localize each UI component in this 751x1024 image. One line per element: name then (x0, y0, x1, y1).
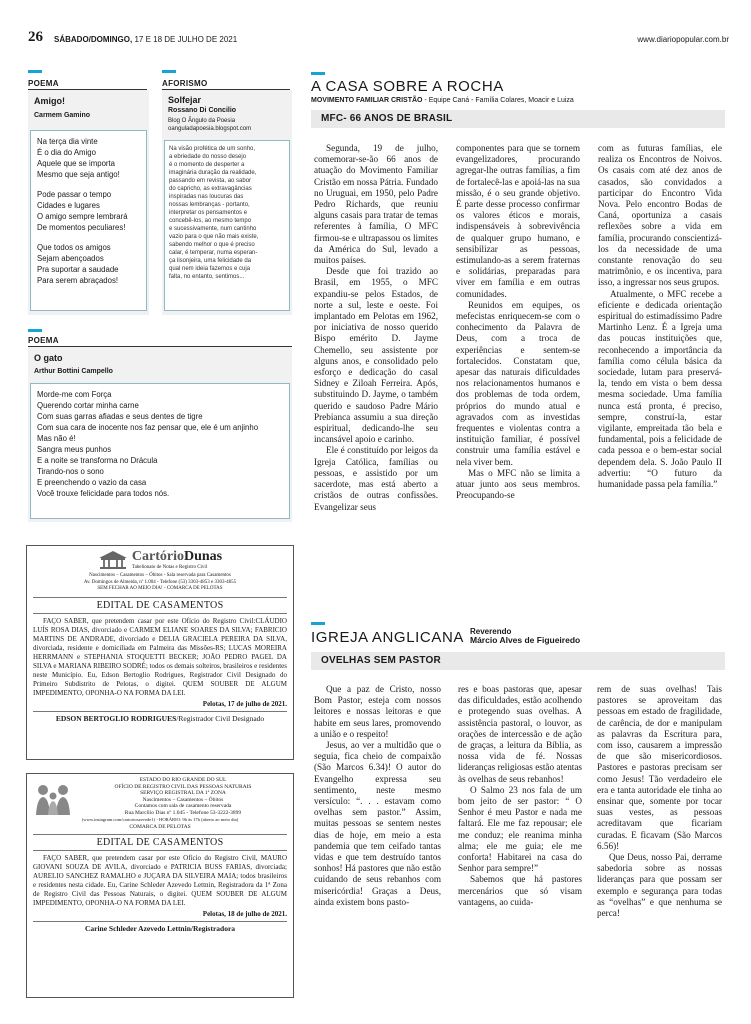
article1-col2 (456, 143, 580, 502)
page-date-rest: 17 E 18 DE JULHO DE 2021 (134, 35, 238, 44)
article1-banner-text: MFC- 66 ANOS DE BRASIL (321, 113, 453, 124)
paragraph: Ele é constituído por leigos da Igreja Católica, famílias ou pessoas, e assistido por um sacerdote, mas está aberto a cristãos de outras confissões. Evangelizar seus (314, 445, 438, 512)
building-icon (98, 550, 128, 570)
edital2-body: FAÇO SABER, que pretendem casar por este Ofício do Registro Civil, MAURO GIOVANI SOUZA DE AVILA, divorciado e PATRICIA BUSS FARIAS, divorciada; AURELIO SANCHEZ RAMALHO e JUÇARA DA SILVEIRA MAIA; todos brasileiros e residentes nesta cidade. Eu, Carine Schleder Azevedo Lettnin, Registradora da 1ª Zona de Registro Civil das Pessoas Naturais, o digitei. QUEM SOUBER DE ALGUM IMPEDIMENTO, OPONHA-O NA FORMA DA LEI. (33, 854, 287, 908)
verse-line: Com sua cara de inocente nos faz pensar que, ele é um anjinho (37, 423, 259, 432)
org-hours: (www.instagram.com/cartorioszevede1) - HORÁRIO: 9h às 17h (aberto ao meio dia) (81, 817, 239, 822)
org-zone: SERVIÇO REGISTRAL DA 1ª ZONA (140, 790, 226, 797)
paragraph: O Salmo 23 nos fala de um bom jeito de ser pastor: “ O Senhor é meu Pastor e nada me faltará. Ele me faz repousar; ele me conduz; ele reanima minha alma; ele me guia; ele me conforta! Habitarei na casa do Senhor para sempre!” (458, 784, 582, 874)
aforismo-blog-url[interactable]: oanguladapoesia.blogspot.com (168, 126, 252, 132)
article2-col2 (458, 684, 582, 908)
paragraph: Jesus, ao ver a multidão que o seguia, fica cheio de compaixão (São Marcos 6.34)! O autor do Evangelho expressa seu sentimento, neste mesmo versículo: “. . . estavam como ovelhas sem pastor.” Assim, muitas pessoas se sentem nestes dias de hoje, em meio a esta pandemia que tem ceifado tantas vidas e que tem destruído tantos sonhos! Há pastores que não estão cuidando de seus rebanhos com misericórdia! Graças a Deus, ainda existem bons pasto- (314, 740, 441, 907)
aforismo-line: é o momento de desperter a (169, 162, 245, 168)
article2-banner-text: OVELHAS SEM PASTOR (321, 655, 441, 666)
paragraph: Reunidos em equipes, os mefecistas enriquecem-se com o conhecimento da Palavra de Deus, com a troca de experiências e sentem-se fortalecidos. Constatam que, apesar das naturais dificuldades nos relacionamentos humanos e dos problemas de toda ordem, próprios do mundo atual e agravados com as investidas frequentes e violentas contra a instituição familiar, é possível construir uma família estável e nela viver bem. (456, 299, 580, 467)
verse-line: Tirando-nos o sono (37, 467, 104, 476)
author-name: Márcio Alves de Figueiredo (470, 635, 581, 645)
cartorio-tagline: Tabelionato de Notas e Registro Civil (131, 565, 208, 570)
section-accent (28, 70, 42, 73)
poem2-title: O gato (34, 353, 63, 363)
org-state: ESTADO DO RIO GRANDE DO SUL (139, 777, 227, 783)
cartorio-hours: SEM FECHAR AO MEIO DIA! - COMARCA DE PELOTAS (97, 586, 223, 591)
brand-part-a: Cartório (131, 549, 184, 564)
verse-line: Pra suportar a saudade (37, 265, 119, 274)
article1-team: - Equipe Caná - Família Colares, Moacir e Luiza (422, 97, 574, 104)
signer-role: /Registrador Civil Designado (176, 713, 265, 723)
paragraph: rem de suas ovelhas! Tais pastores se aproveitam das pessoas em estado de fragilidade, de carência, de dor e manipulam as palavras da Escritura para, com isso, causarem a impressão de que são misericordiosos. Pastores e pastoras precisam ser como Jesus! Tão verdadeiro ele era e tanta autoridade ele tinha ao ensinar que, somente por tocar suas vestes, as pessoas acreditavam que ficariam curadas. E ficavam (São Marcos 6.56)! (597, 684, 722, 851)
poem2-verses (30, 383, 290, 519)
cartorio-address: Av. Domingos de Almeida, nº 1.004 - Telefone (53) 3303-4853 e 3303-4855 (83, 579, 237, 585)
aforismo-line: ça lisonjeira, uma felicidade da (169, 258, 252, 264)
aforismo-blog-label: Blog O Ângulo da Poesia (168, 118, 236, 124)
aforismo-line: concebê-los, ao mesmo tempo (169, 218, 252, 224)
poem1-verses (30, 130, 147, 311)
aforismo-line: do capricho, as extravagâncias (169, 186, 252, 192)
verse-line: É o dia do Amigo (37, 148, 96, 157)
org-address: Rua Marcílio Dias nº 1.045 - Telefone 53-3222-3899 (124, 809, 242, 816)
verse-line: Com suas garras afiadas e seus dentes de tigre (37, 412, 203, 421)
aforismo-line: e sucessivamente, num cantinho (169, 226, 257, 232)
page-number: 26 (28, 29, 43, 45)
poem1-box (28, 90, 149, 315)
cartorio-services: Nascimentos – Casamentos – Óbitos - Sala reservada para Casamentos (89, 573, 231, 578)
aforismo-line: imaginária duração da realidade, (169, 170, 257, 176)
edital1-heading: EDITAL DE CASAMENTOS (33, 597, 287, 614)
paragraph: Atualmente, o MFC recebe a eficiente e dedicada orientação espiritual do estimadíssimo Padre Martinho Lenz. É a Igreja uma das poucas instituições que, reconhecendo a importância da família como célula básica da sociedade, lutam para preservá-la, tendo em vista o bem dessa mesma sociedade. Uma família nunca está pronta, é preciso, sempre, construí-la, estar vigilante, empreitada tão bela e fundamental, pois a felicidade de cada pessoa e o bem-estar social dependem dela. S. João Paulo II advertiu: “O futuro da humanidade passa pela família.” (598, 288, 722, 490)
edital2-heading: EDITAL DE CASAMENTOS (33, 834, 287, 851)
verse-line: Que todos os amigos (37, 243, 111, 252)
cartorio-brand (132, 549, 222, 565)
verse-line: Para serem abraçados! (37, 276, 119, 285)
paragraph: Que a paz de Cristo, nosso Bom Pastor, esteja com nossos leitores e nossas leitoras e que habite em seus lares, promovendo a união e o respeito! (314, 684, 441, 739)
verse-line: Querendo cortar minha carne (37, 401, 139, 410)
paragraph: res e boas pastoras que, apesar das dificuldades, estão acolhendo e protegendo suas ovelhas. A assistência pastoral, o louvor, as orações de intercessão e de ação de graças, a leitura da Bíblia, as nossa vida de fé. Nossas lideranças religiosas estão atentas às ovelhas de seus rebanhos! (458, 684, 582, 784)
verse-line: O amigo sempre lembrará (37, 212, 128, 221)
aforismo-line: falta, no entanto, sentimos... (169, 274, 245, 280)
edital1-body: FAÇO SABER, que pretendem casar por este Ofício do Registro Civil:CLÁUDIO LUÍS ROSA DIAS, divorciado e CARMEM ELIANE SOARES DA SILVA; FABRICIO MARTINS DE ANDRADE, divorciado e DELIA GRACIELA PEREIRA DA SILVA, divorciada, residente e domiciliada em Palmeira das Missões-RS; LUCAS MOREIRA HERRMANN e STEPHANIA STOQUETTI BECKER; JOÃO PEDRO PAGEL DA SILVA e MARIANA RIBEIRO SODRÉ; todos os demais solteiros, brasileiros e residentes neste Município. Eu, Edson Bertoglio Rodrigues, Registrador Civil Designado do Primeiro Subdistrito de Pelotas, o digitei. QUEM SOUBER DE ALGUM IMPEDIMENTO, OPONHA-O NA FORMA DA LEI. (33, 616, 287, 697)
paragraph: Segunda, 19 de julho, comemorar-se-ão 66 anos de atuação do Movimento Familiar Cristão em nossa Pátria. Fundado no Uruguai, em 1950, pelo Padre Pedro Richards, que reuniu alguns casais para tratar de temas referentes à família, O MFC firmou-se e ultrapassou os limites da América do Sul, levado a muitos países. (314, 143, 439, 266)
aforismo-line: inspiradas nas loucuras das (169, 194, 244, 200)
org-services: Nascimentos – Casamentos – Óbitos (142, 796, 224, 803)
edital-registro-civil (26, 773, 294, 998)
article1-col1 (314, 143, 438, 513)
verse-line: E a noite se transforma no Drácula (37, 456, 158, 465)
verse-line: Sangra meus punhos (37, 445, 112, 454)
poem1-title: Amigo! (34, 96, 65, 106)
section-accent (28, 329, 42, 332)
verse-line: E preenchendo o vazio da casa (37, 478, 147, 487)
paragraph: Que Deus, nosso Pai, derrame sabedoria sobre as nossas lideranças para que possam ser exemplo e segurança para todas as “ovelhas” e que nenhuma se perca! (597, 852, 722, 919)
page-date-day: SÁBADO/DOMINGO, (54, 35, 133, 44)
org-comarca: COMARCA DE PELOTAS (129, 823, 191, 830)
cartorio-logo (33, 549, 287, 570)
aforismo-title: Solfejar (168, 95, 202, 105)
aforismo-section-label: AFORISMO (162, 79, 208, 88)
page-header (28, 31, 729, 45)
article1-subtitle (311, 97, 574, 104)
edital1-signer (33, 711, 287, 723)
verse-line: Pode passar o tempo (37, 190, 112, 199)
page-date (54, 35, 237, 44)
aforismo-author: Rossano Di Concilio (168, 107, 237, 114)
aforismo-line: a ebriedade do nosso desejo (169, 154, 247, 160)
edital2-date: Pelotas, 18 de julho de 2021. (202, 910, 287, 919)
aforismo-line: qual nem ideia fazemos e cuja (169, 266, 251, 272)
aforismo-line: passando em revista, ao sabor (169, 178, 252, 184)
signer-name: EDSON BERTOGLIO RODRIGUES (55, 713, 177, 723)
site-url[interactable]: www.diariopopular.com.br (637, 35, 729, 44)
poem1-section-label: POEMA (28, 79, 59, 88)
verse-line: Na terça dia vinte (37, 137, 98, 146)
section-accent (311, 622, 325, 625)
section-accent (162, 70, 176, 73)
poem2-section-label: POEMA (28, 336, 59, 345)
paragraph: Desde que foi trazido ao Brasil, em 1955, o MFC expandiu-se pelos Estados, de norte a sul, leste e oeste. Foi implantado em Pelotas em 1962, por iniciativa de nosso querido Bispo emérito D. Jayme Chemello, seu assistente por alguns anos, e consolidado pelo esforço e dedicação do casal Sidney e Ziloah Ferreira. Após, substituindo D. Jayme, o também querido e saudoso Padre Mário Prebianca assumiu a sua direção espiritual, dedicando-lhe seu incansável apoio e carinho. (314, 266, 438, 445)
edital1-date: Pelotas, 17 de julho de 2021. (202, 699, 287, 708)
aforismo-line: interpretar os pensamentos e (169, 210, 248, 216)
verse-line: Cidades e lugares (37, 201, 100, 210)
org-room: Contamos com sala de casamento reservada (134, 803, 232, 810)
paragraph: Sabemos que há pastores mercenários que só visam vantagens, ao cuida- (458, 874, 582, 907)
article1-org: MOVIMENTO FAMILIAR CRISTÃO (311, 97, 423, 104)
verse-line: Sejam abençoados (37, 254, 104, 263)
article2-col3 (597, 684, 722, 919)
article2-col1 (314, 684, 441, 908)
aforismo-line: nossas lembranças - portanto, (169, 202, 250, 208)
article2-banner (311, 652, 725, 670)
verse-line: Você trouxe felicidade para todos nós. (37, 489, 170, 498)
paragraph: com as futuras famílias, ele realiza os Encontros de Noivos. Os casais com até dez anos de casados, são convidados a participar do Encontro Vida Nova. Pelo encontro Bodas de Caná, oportuniza a casais reflexões sobre a vida em família, procurando conscientizá-los da necessidade de uma constante renovação do seu matrimônio, e os incentiva, para isso, a ingressar nos seus grupos. (598, 143, 722, 288)
org-office: OFÍCIO DE REGISTRO CIVIL DAS PESSOAS NATURAIS (114, 783, 252, 790)
article1-title: A CASA SOBRE A ROCHA (311, 78, 504, 95)
aforismo-text (164, 140, 290, 311)
edital2-signer: Carine Schleder Azevedo Lettnin/Registradora (33, 921, 287, 933)
aforismo-line: sabendo melhor o que é preciso (169, 242, 255, 248)
verse-line: Mas não é! (37, 434, 76, 443)
article1-col3 (598, 143, 722, 490)
article2-title: IGREJA ANGLICANA (311, 629, 464, 646)
poem2-box (28, 347, 292, 522)
author-role: Reverendo (470, 627, 512, 636)
poem1-author: Carmem Gamino (34, 112, 91, 119)
verse-line: Mesmo que seja antigo! (37, 170, 120, 179)
family-icon (33, 783, 75, 817)
section-accent (311, 72, 325, 75)
aforismo-box (162, 90, 292, 315)
paragraph: componentes para que se tornem evangelizadores, procurando agregar-lhe outras famílias, a fim de fortalecê-las e apoiá-las na sua missão, é o seu grande objetivo. É parte desse processo confirmar os valores éticos e morais, indispensáveis à sobrevivência de qualquer grupo humano, e sensibilizar as pessoas, estimulando-as a serem fraternas e solidárias, preparadas para viver em família e em outras comunidades. (456, 143, 580, 299)
paragraph: Mas o MFC não se limita a atuar junto aos seus membros. Preocupando-se (456, 467, 580, 501)
article2-author (470, 627, 580, 645)
aforismo-line: vazio para o que não mais existe, (169, 234, 259, 240)
article1-banner (311, 110, 725, 128)
aforismo-line: Na visão profética de um sonho, (169, 146, 256, 152)
verse-line: Aquele que se importa (37, 159, 116, 168)
verse-line: Morde-me com Força (37, 390, 112, 399)
poem2-author: Arthur Bottini Campello (34, 368, 113, 375)
verse-line: De momentos peculiares! (37, 223, 126, 232)
edital-cartorio-dunas (26, 545, 294, 760)
brand-part-b: Dunas (183, 549, 223, 564)
aforismo-line: calar, é temperar, numa esperan- (169, 250, 258, 256)
